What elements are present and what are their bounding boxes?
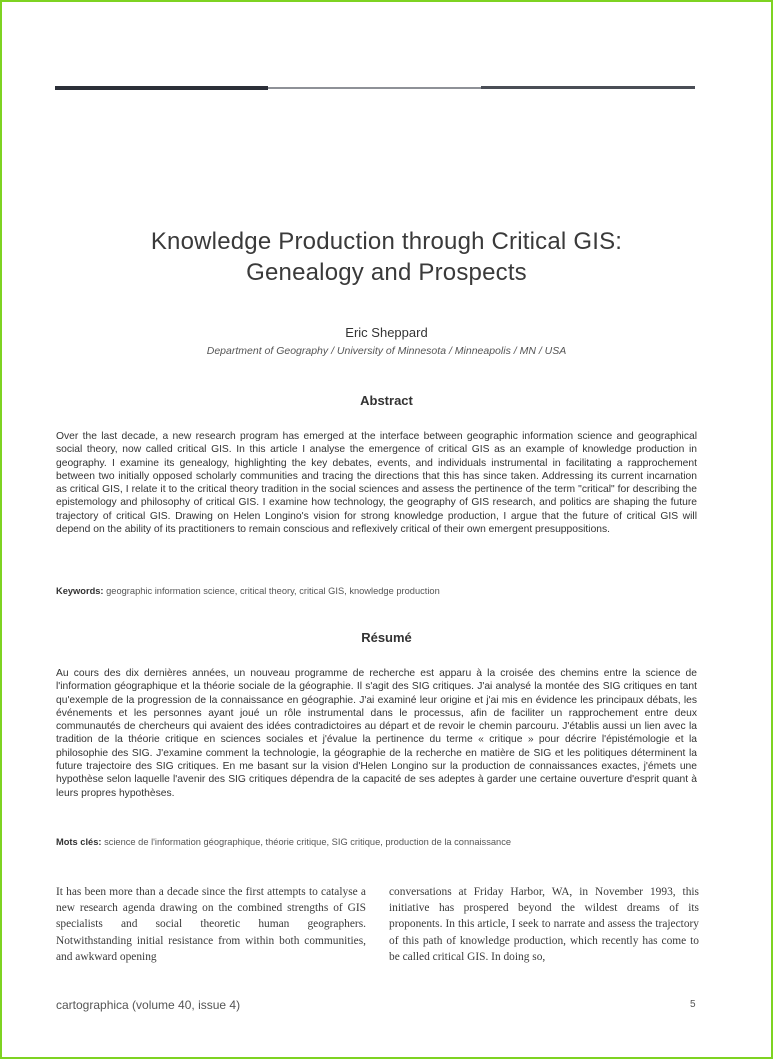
footer-journal: cartographica (volume 40, issue 4) bbox=[56, 998, 241, 1012]
keywords-line bbox=[56, 586, 697, 596]
article-title-line1: Knowledge Production through Critical GIS: bbox=[150, 228, 623, 255]
article-title-line2: Genealogy and Prospects bbox=[246, 259, 527, 286]
keywords-label: Keywords: bbox=[56, 586, 104, 596]
page-number: 5 bbox=[690, 999, 696, 1010]
body-column-right: conversations at Friday Harbor, WA, in November 1993, this initiative has prospered beyond the wildest dreams of its proponents. In this article, I seek to narrate and assess the trajectory of this path of knowledge production, which recently has come to be called critical GIS. In doing so, bbox=[389, 886, 699, 963]
article-title bbox=[0, 226, 773, 288]
mots-cles-line bbox=[56, 837, 697, 847]
keywords-list: geographic information science, critical theory, critical GIS, knowledge production bbox=[106, 586, 440, 596]
author-name: Eric Sheppard bbox=[345, 325, 428, 340]
resume-text: Au cours des dix dernières années, un nouveau programme de recherche est apparu à la croisée des chemins entre la science de l'information géographique et la théorie sociale de la géographie. Il s'agit des SIG critiques. J'ai analysé la montée des SIG critiques en tant qu'exemple de la progression de la connaissance en géographie. J'ai examiné leur origine et j'ai mis en évidence les principaux débats, les événements et les personnes ayant joué un rôle instrumental dans le processus, afin de faciliter un rapprochement entre deux communautés de chercheurs qui avaient des idées contradictoires au départ et de revoir le chemin parcouru. J'établis aussi un lien avec la tradition de la théorie critique en sciences sociales et j'évalue la pertinence du terme « critique » pour décrire l'épistémologie et la philosophie des SIG. J'examine comment la technologie, la géographie de la recherche en matière de SIG et les politiques déterminent la future trajectoire des SIG critiques. En me basant sur la vision d'Helen Longino sur la production de connaissances exactes, j'émets une hypothèse selon laquelle l'avenir des SIG critiques dépendra de la capacité de ses adeptes à garder une certaine ouverture d'esprit quant à leurs propres hypothèses. bbox=[56, 668, 697, 799]
header-rule-middle bbox=[268, 87, 481, 89]
abstract-heading: Abstract bbox=[360, 393, 413, 408]
resume-heading: Résumé bbox=[361, 630, 412, 645]
header-rule-left bbox=[55, 86, 268, 90]
mots-cles-label: Mots clés: bbox=[56, 837, 102, 847]
abstract-text: Over the last decade, a new research program has emerged at the interface between geographic information science and geographical social theory, now called critical GIS. In this article I analyse the emergence of critical GIS as an example of knowledge production in geography. I examine its genealogy, highlighting the key debates, events, and individuals instrumental in facilitating a rapprochement between two initially opposed scholarly communities and tracing the directions that this has since taken. Addressing its current incarnation as critical GIS, I relate it to the critical theory tradition in the social sciences and assess the pertinence of the term "critical" for describing the epistemology and philosophy of critical GIS. I examine how technology, the geography of GIS research, and politics are shaping the future trajectory of critical GIS. Drawing on Helen Longino's vision for strong knowledge production, I argue that the future of critical GIS will depend on the ability of its practitioners to remain conscious and reflexively critical of their own emergent presuppositions. bbox=[56, 431, 697, 536]
mots-cles-list: science de l'information géographique, théorie critique, SIG critique, production de la connaissance bbox=[104, 837, 512, 847]
body-column-left: It has been more than a decade since the first attempts to catalyse a new research agenda drawing on the combined strengths of GIS specialists and social theoretic human geographers. Notwithstanding initial resistance from within both communities, and awkward opening bbox=[56, 886, 366, 963]
author-affiliation: Department of Geography / University of Minnesota / Minneapolis / MN / USA bbox=[206, 345, 567, 357]
header-rule-right bbox=[481, 86, 695, 89]
